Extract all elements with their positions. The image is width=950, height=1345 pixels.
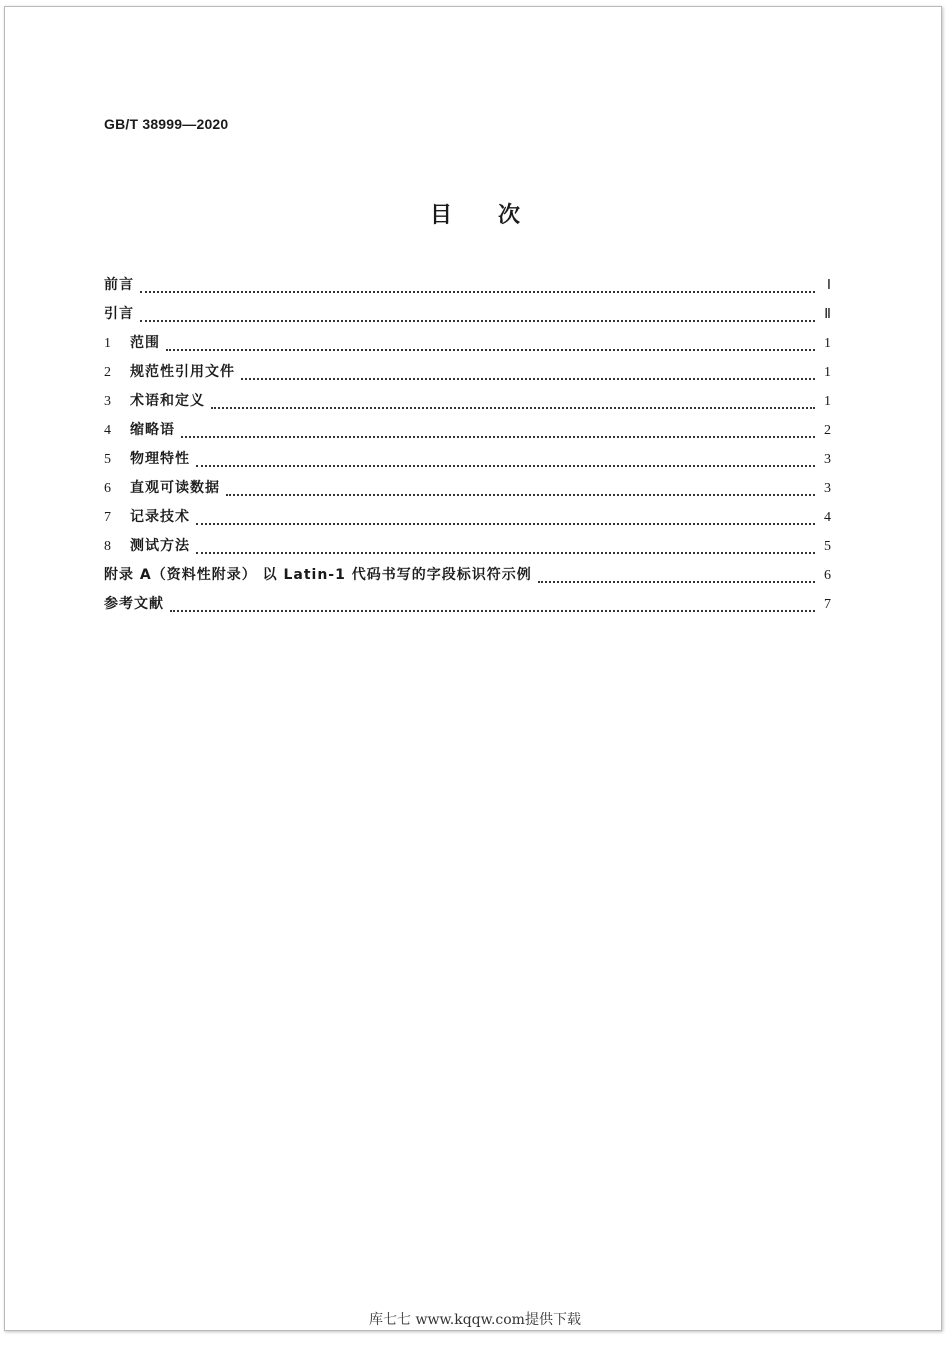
toc-leader-dots xyxy=(140,291,815,293)
table-of-contents xyxy=(104,274,831,622)
toc-entry[interactable] xyxy=(104,506,831,535)
toc-entry-page: 1 xyxy=(824,365,831,380)
toc-entry-label: 术语和定义 xyxy=(130,393,205,409)
toc-entry-label: 记录技术 xyxy=(130,509,190,525)
toc-entry-label: 规范性引用文件 xyxy=(130,364,235,380)
toc-leader-dots xyxy=(170,610,815,612)
download-footer: 库七七 www.kqqw.com提供下载 xyxy=(369,1312,581,1328)
toc-entry-label: 直观可读数据 xyxy=(130,480,220,496)
toc-entry-number: 6 xyxy=(104,481,111,496)
toc-entry-page: 6 xyxy=(824,568,831,583)
toc-leader-dots xyxy=(538,581,815,583)
toc-entry-page: 4 xyxy=(824,510,831,525)
toc-leader-dots xyxy=(196,465,815,467)
toc-entry-page: Ⅱ xyxy=(824,307,831,322)
toc-leader-dots xyxy=(241,378,815,380)
toc-entry-number: 1 xyxy=(104,336,111,351)
toc-entry-label: 引言 xyxy=(104,306,134,322)
toc-entry-number: 2 xyxy=(104,365,111,380)
toc-entry-label: 缩略语 xyxy=(130,422,175,438)
toc-entry-number: 3 xyxy=(104,394,111,409)
toc-entry-page: 2 xyxy=(824,423,831,438)
toc-entry-page: 1 xyxy=(824,394,831,409)
toc-leader-dots xyxy=(166,349,815,351)
toc-entry-label: 附录 A（资料性附录） 以 Latin-1 代码书写的字段标识符示例 xyxy=(104,567,532,583)
toc-title-char-2: 次 xyxy=(498,203,521,228)
toc-entry-label: 参考文献 xyxy=(104,596,164,612)
toc-entry[interactable] xyxy=(104,419,831,448)
toc-entry[interactable] xyxy=(104,564,831,593)
toc-entry[interactable] xyxy=(104,390,831,419)
toc-leader-dots xyxy=(196,552,815,554)
toc-entry-page: Ⅰ xyxy=(826,278,831,293)
toc-entry-number: 8 xyxy=(104,539,111,554)
toc-leader-dots xyxy=(226,494,815,496)
toc-entry[interactable] xyxy=(104,303,831,332)
toc-entry-page: 5 xyxy=(824,539,831,554)
toc-entry-label: 范围 xyxy=(130,335,160,351)
toc-entry-number: 7 xyxy=(104,510,111,525)
toc-entry-label: 物理特性 xyxy=(130,451,190,467)
toc-entry[interactable] xyxy=(104,593,831,622)
toc-entry-page: 7 xyxy=(824,597,831,612)
toc-entry-number: 4 xyxy=(104,423,111,438)
toc-leader-dots xyxy=(181,436,815,438)
toc-entry-page: 1 xyxy=(824,336,831,351)
toc-entry[interactable] xyxy=(104,332,831,361)
toc-entry-label: 前言 xyxy=(104,277,134,293)
toc-title xyxy=(0,198,950,229)
toc-entry-page: 3 xyxy=(824,452,831,467)
standard-number: GB/T 38999—2020 xyxy=(104,116,229,132)
toc-entry[interactable] xyxy=(104,535,831,564)
toc-leader-dots xyxy=(140,320,815,322)
toc-leader-dots xyxy=(196,523,815,525)
toc-entry[interactable] xyxy=(104,361,831,390)
toc-leader-dots xyxy=(211,407,815,409)
toc-entry[interactable] xyxy=(104,477,831,506)
toc-entry[interactable] xyxy=(104,448,831,477)
toc-entry[interactable] xyxy=(104,274,831,303)
toc-entry-label: 测试方法 xyxy=(130,538,190,554)
toc-title-char-1: 目 xyxy=(429,203,452,228)
toc-entry-page: 3 xyxy=(824,481,831,496)
toc-entry-number: 5 xyxy=(104,452,111,467)
